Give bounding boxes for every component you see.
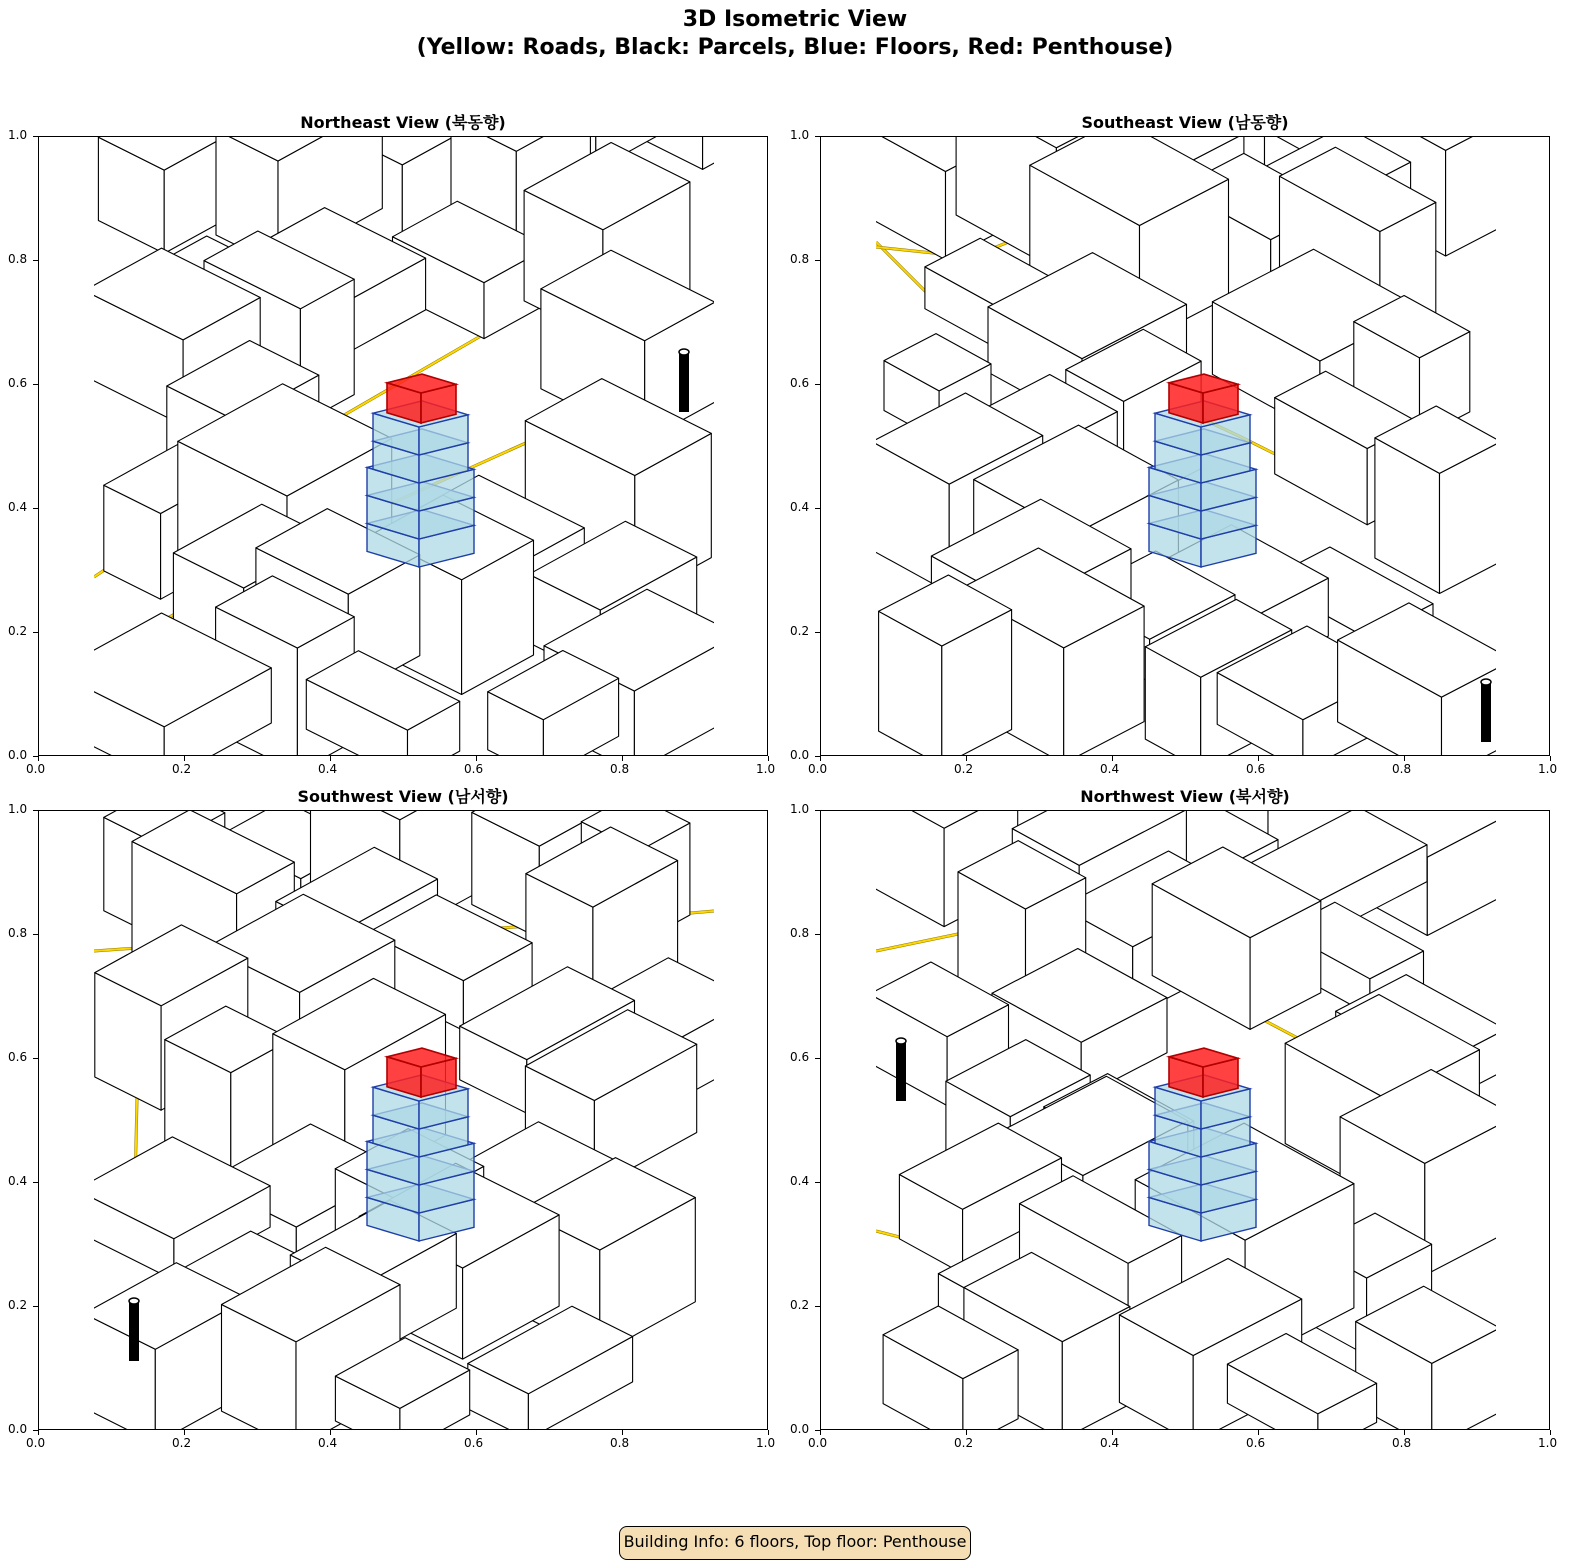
y-tick-mark	[33, 260, 38, 261]
marker-pole	[679, 349, 689, 412]
x-tick-label: 0.6	[464, 762, 484, 776]
marker-pole	[896, 1038, 906, 1101]
x-tick-mark	[820, 756, 821, 761]
x-tick-mark	[330, 1430, 331, 1435]
y-tick-mark	[815, 756, 820, 757]
penthouse	[387, 1048, 456, 1097]
figure-title	[0, 6, 1590, 62]
y-tick-label: 0.0	[8, 748, 28, 762]
isometric-scene	[821, 137, 1550, 756]
x-tick-label: 0.8	[610, 762, 630, 776]
x-tick-mark	[622, 756, 623, 761]
y-tick-mark	[33, 934, 38, 935]
x-tick-mark	[1404, 1430, 1405, 1435]
y-tick-mark	[815, 384, 820, 385]
panel-title: Northwest View (북서향)	[1080, 787, 1290, 806]
y-tick-label: 0.4	[790, 500, 810, 514]
x-tick-mark	[966, 756, 967, 761]
x-tick-label: 0.2	[172, 762, 192, 776]
x-tick-mark	[476, 1430, 477, 1435]
y-tick-label: 0.4	[790, 1174, 810, 1188]
y-tick-mark	[815, 1182, 820, 1183]
y-tick-label: 0.8	[790, 252, 810, 266]
figure-title-line1: 3D Isometric View	[682, 7, 908, 32]
city-model	[54, 137, 753, 756]
city-model	[76, 811, 751, 1430]
y-tick-mark	[815, 810, 820, 811]
x-tick-mark	[184, 756, 185, 761]
x-tick-label: 0.8	[1392, 1436, 1412, 1450]
isometric-scene	[39, 137, 768, 756]
y-tick-mark	[33, 1058, 38, 1059]
x-tick-mark	[330, 756, 331, 761]
y-tick-mark	[815, 1430, 820, 1431]
isometric-scene	[821, 811, 1550, 1430]
x-tick-label: 0.6	[464, 1436, 484, 1450]
penthouse	[1169, 374, 1238, 423]
x-tick-label: 0.4	[1100, 762, 1120, 776]
parcel-building	[1375, 406, 1501, 594]
x-tick-mark	[768, 1430, 769, 1435]
x-tick-mark	[1258, 1430, 1259, 1435]
x-tick-label: 0.0	[26, 762, 46, 776]
panel-axes	[38, 810, 768, 1430]
penthouse	[1169, 1048, 1238, 1097]
y-tick-label: 0.8	[8, 926, 28, 940]
y-tick-mark	[33, 756, 38, 757]
y-tick-label: 0.6	[8, 376, 28, 390]
x-tick-label: 0.8	[610, 1436, 630, 1450]
y-tick-label: 1.0	[790, 128, 810, 142]
parcel-building	[879, 575, 1012, 756]
x-tick-mark	[38, 1430, 39, 1435]
y-tick-mark	[815, 1306, 820, 1307]
x-tick-label: 0.6	[1246, 762, 1266, 776]
x-tick-label: 1.0	[1538, 1436, 1558, 1450]
y-tick-label: 1.0	[790, 802, 810, 816]
x-tick-label: 0.2	[954, 762, 974, 776]
y-tick-label: 0.2	[790, 624, 810, 638]
x-tick-mark	[820, 1430, 821, 1435]
y-tick-label: 0.2	[8, 1298, 28, 1312]
panel-axes	[38, 136, 768, 756]
y-tick-label: 0.6	[790, 1050, 810, 1064]
y-tick-label: 1.0	[8, 128, 28, 142]
penthouse	[387, 374, 456, 423]
x-tick-label: 0.0	[26, 1436, 46, 1450]
x-tick-label: 0.0	[808, 762, 828, 776]
y-tick-mark	[815, 1058, 820, 1059]
x-tick-label: 0.4	[1100, 1436, 1120, 1450]
x-tick-mark	[1550, 756, 1551, 761]
y-tick-mark	[815, 934, 820, 935]
panel-title: Northeast View (북동향)	[300, 113, 506, 132]
building-info-box: Building Info: 6 floors, Top floor: Penthouse	[619, 1526, 971, 1560]
y-tick-mark	[33, 136, 38, 137]
x-tick-mark	[1112, 756, 1113, 761]
y-tick-label: 0.6	[790, 376, 810, 390]
y-tick-mark	[33, 632, 38, 633]
x-tick-label: 0.2	[172, 1436, 192, 1450]
x-tick-mark	[768, 756, 769, 761]
x-tick-label: 0.2	[954, 1436, 974, 1450]
y-tick-mark	[33, 508, 38, 509]
y-tick-mark	[33, 1182, 38, 1183]
city-model	[856, 137, 1520, 756]
y-tick-mark	[815, 508, 820, 509]
y-tick-label: 1.0	[8, 802, 28, 816]
y-tick-mark	[815, 260, 820, 261]
x-tick-mark	[1112, 1430, 1113, 1435]
y-tick-mark	[815, 136, 820, 137]
y-tick-label: 0.8	[790, 926, 810, 940]
y-tick-mark	[815, 632, 820, 633]
y-tick-mark	[33, 1430, 38, 1431]
y-tick-mark	[33, 384, 38, 385]
y-tick-label: 0.4	[8, 1174, 28, 1188]
x-tick-mark	[1258, 756, 1259, 761]
panel-axes	[820, 810, 1550, 1430]
x-tick-label: 1.0	[1538, 762, 1558, 776]
x-tick-label: 0.6	[1246, 1436, 1266, 1450]
x-tick-mark	[966, 1430, 967, 1435]
isometric-scene	[39, 811, 768, 1430]
panel-title: Southwest View (남서향)	[297, 787, 509, 806]
figure-title-line2: (Yellow: Roads, Black: Parcels, Blue: Floors, Red: Penthouse)	[416, 35, 1174, 60]
y-tick-mark	[33, 810, 38, 811]
y-tick-label: 0.2	[8, 624, 28, 638]
x-tick-mark	[184, 1430, 185, 1435]
x-tick-label: 0.4	[318, 1436, 338, 1450]
x-tick-label: 1.0	[756, 762, 776, 776]
panel-axes	[820, 136, 1550, 756]
y-tick-mark	[33, 1306, 38, 1307]
x-tick-mark	[38, 756, 39, 761]
y-tick-label: 0.8	[8, 252, 28, 266]
y-tick-label: 0.6	[8, 1050, 28, 1064]
x-tick-mark	[1550, 1430, 1551, 1435]
marker-pole	[129, 1298, 139, 1361]
x-tick-mark	[476, 756, 477, 761]
x-tick-label: 0.4	[318, 762, 338, 776]
y-tick-label: 0.2	[790, 1298, 810, 1312]
marker-pole	[1481, 679, 1491, 742]
y-tick-label: 0.0	[790, 748, 810, 762]
y-tick-label: 0.0	[8, 1422, 28, 1436]
panel-title: Southeast View (남동향)	[1081, 113, 1289, 132]
city-model	[861, 811, 1516, 1430]
x-tick-mark	[1404, 756, 1405, 761]
x-tick-label: 1.0	[756, 1436, 776, 1450]
x-tick-label: 0.0	[808, 1436, 828, 1450]
x-tick-label: 0.8	[1392, 762, 1412, 776]
x-tick-mark	[622, 1430, 623, 1435]
y-tick-label: 0.4	[8, 500, 28, 514]
y-tick-label: 0.0	[790, 1422, 810, 1436]
